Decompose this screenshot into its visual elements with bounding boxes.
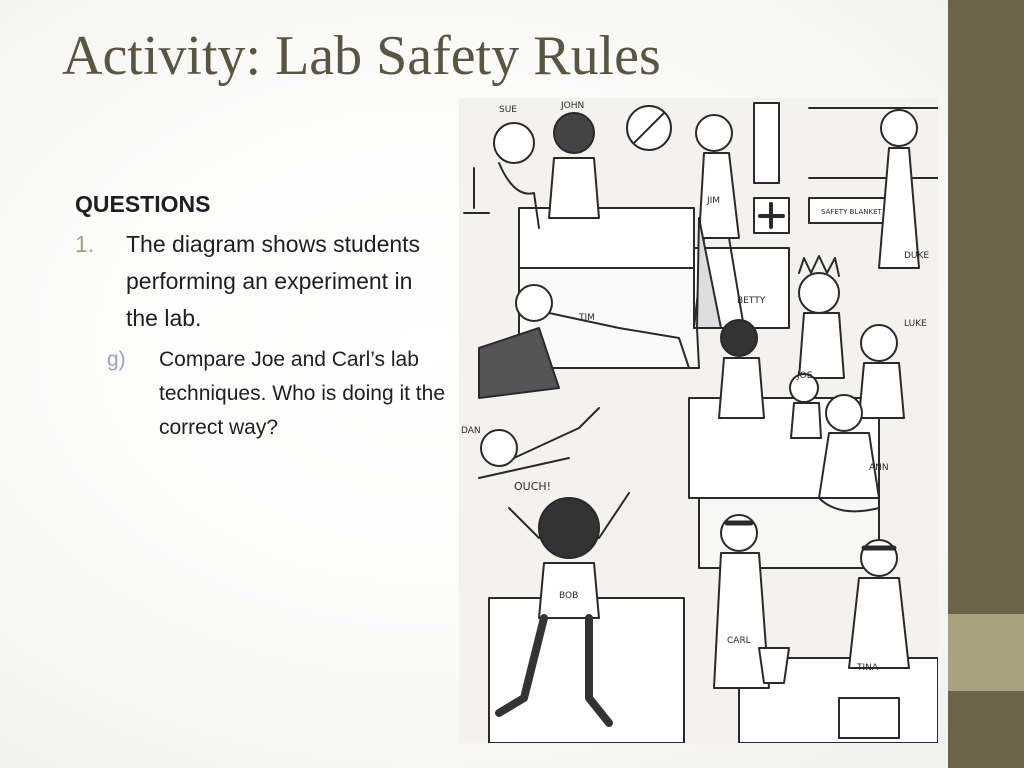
bunsen-burner [464, 168, 489, 213]
bottle [754, 103, 779, 183]
questions-heading: QUESTIONS [75, 191, 211, 217]
label-carl: CARL [727, 636, 751, 646]
label-tim: TIM [579, 313, 595, 323]
label-ann: ANN [869, 463, 889, 473]
label-luke: LUKE [904, 319, 927, 329]
student-joe [790, 374, 821, 438]
question-number: 1. [75, 231, 95, 257]
student-spiky-hair [799, 256, 844, 378]
label-john: JOHN [561, 101, 585, 111]
student-duke [879, 110, 919, 268]
label-jim: JIM [707, 196, 721, 206]
question-item [75, 226, 445, 337]
question-text: The diagram shows students performing an experiment in the lab. [126, 231, 421, 331]
subquestion-letter: g) [107, 348, 126, 371]
lab-safety-illustration [459, 98, 938, 743]
student-dan [479, 408, 599, 478]
sink [839, 698, 899, 738]
label-sue: SUE [499, 105, 517, 115]
label-bob: BOB [559, 591, 579, 601]
slide-content [75, 188, 445, 445]
student-john [549, 113, 599, 218]
shelf-lines [809, 108, 938, 178]
lab-scene-drawing [459, 98, 938, 743]
label-safety-blanket: SAFETY BLANKET [821, 208, 882, 216]
label-duke: DUKE [904, 251, 930, 261]
student-luke [859, 325, 904, 418]
bench-top-left [519, 208, 694, 268]
sidebar-accent-block [948, 614, 1024, 691]
label-tina: TINA [857, 663, 879, 673]
label-betty: BETTY [737, 296, 766, 306]
slide-title: Activity: Lab Safety Rules [62, 25, 661, 87]
subquestion-item [75, 343, 445, 445]
student-betty [719, 320, 764, 418]
label-joe: JOE [797, 371, 813, 381]
subquestion-text: Compare Joe and Carl’s lab techniques. Who is doing it the correct way? [159, 348, 446, 439]
label-ouch: OUCH! [514, 480, 552, 493]
label-dan: DAN [461, 426, 481, 436]
beaker [759, 648, 789, 683]
